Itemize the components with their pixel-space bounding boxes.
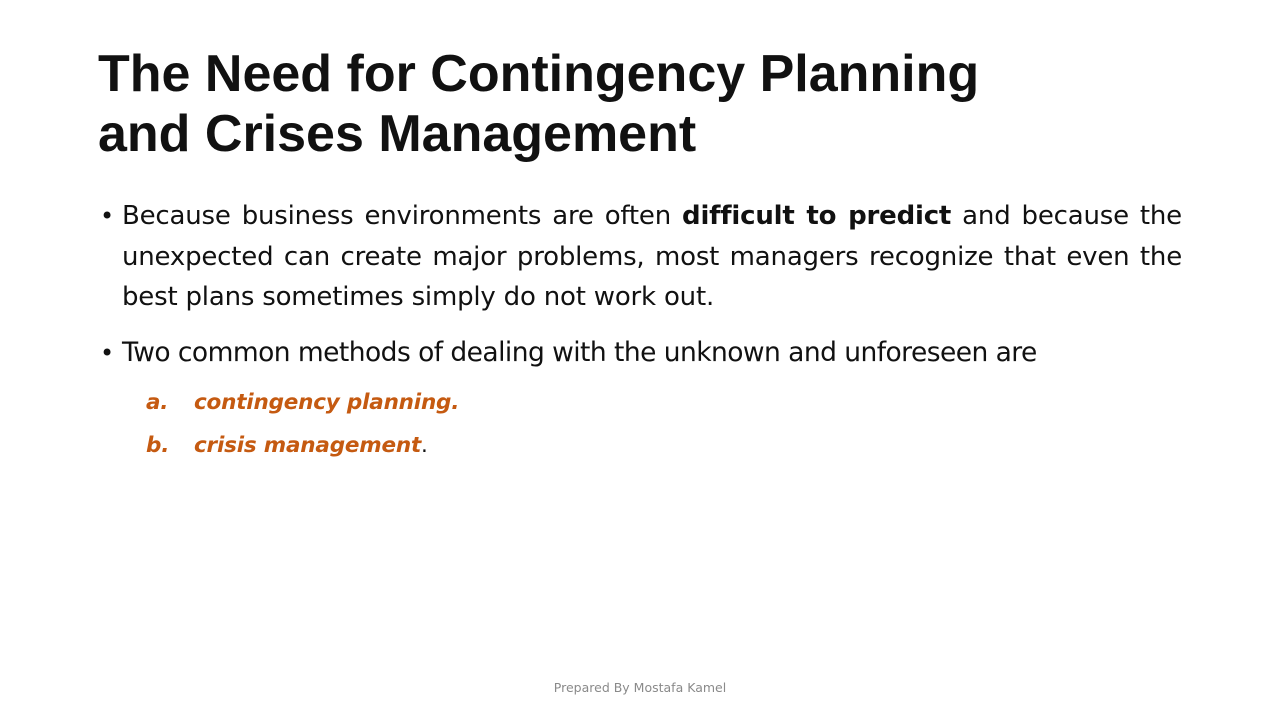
- bullet-1-text-start: Because business environments are often: [122, 201, 683, 231]
- title-line-2: and Crises Management: [98, 105, 697, 163]
- bullet-dot-icon: •: [100, 338, 114, 367]
- method-letter: b.: [146, 433, 170, 458]
- bullet-item-methods: [100, 333, 1182, 468]
- method-item-contingency-planning: [146, 381, 1182, 424]
- slide-footer: Prepared By Mostafa Kamel: [553, 680, 727, 695]
- slide-title: [98, 44, 1198, 164]
- title-line-1: The Need for Contingency Planning: [98, 45, 980, 103]
- method-tail: .: [421, 433, 428, 458]
- bullet-list: [100, 196, 1182, 467]
- bullet-1-text-end: and because the unexpected can create major problems, most managers recognize that even the best plans sometimes simply do not work out.: [122, 201, 1182, 312]
- method-list: [122, 381, 1182, 467]
- method-letter: a.: [146, 390, 169, 415]
- method-item-crisis-management: [146, 424, 1182, 467]
- method-text: crisis management: [194, 433, 422, 458]
- method-text: contingency planning.: [194, 390, 460, 415]
- bullet-item-environments: [100, 196, 1182, 318]
- bullet-1-bold-text: difficult to predict: [682, 201, 952, 231]
- bullet-dot-icon: •: [100, 202, 114, 230]
- bullet-2-text: Two common methods of dealing with the unknown and unforeseen are: [122, 336, 1037, 368]
